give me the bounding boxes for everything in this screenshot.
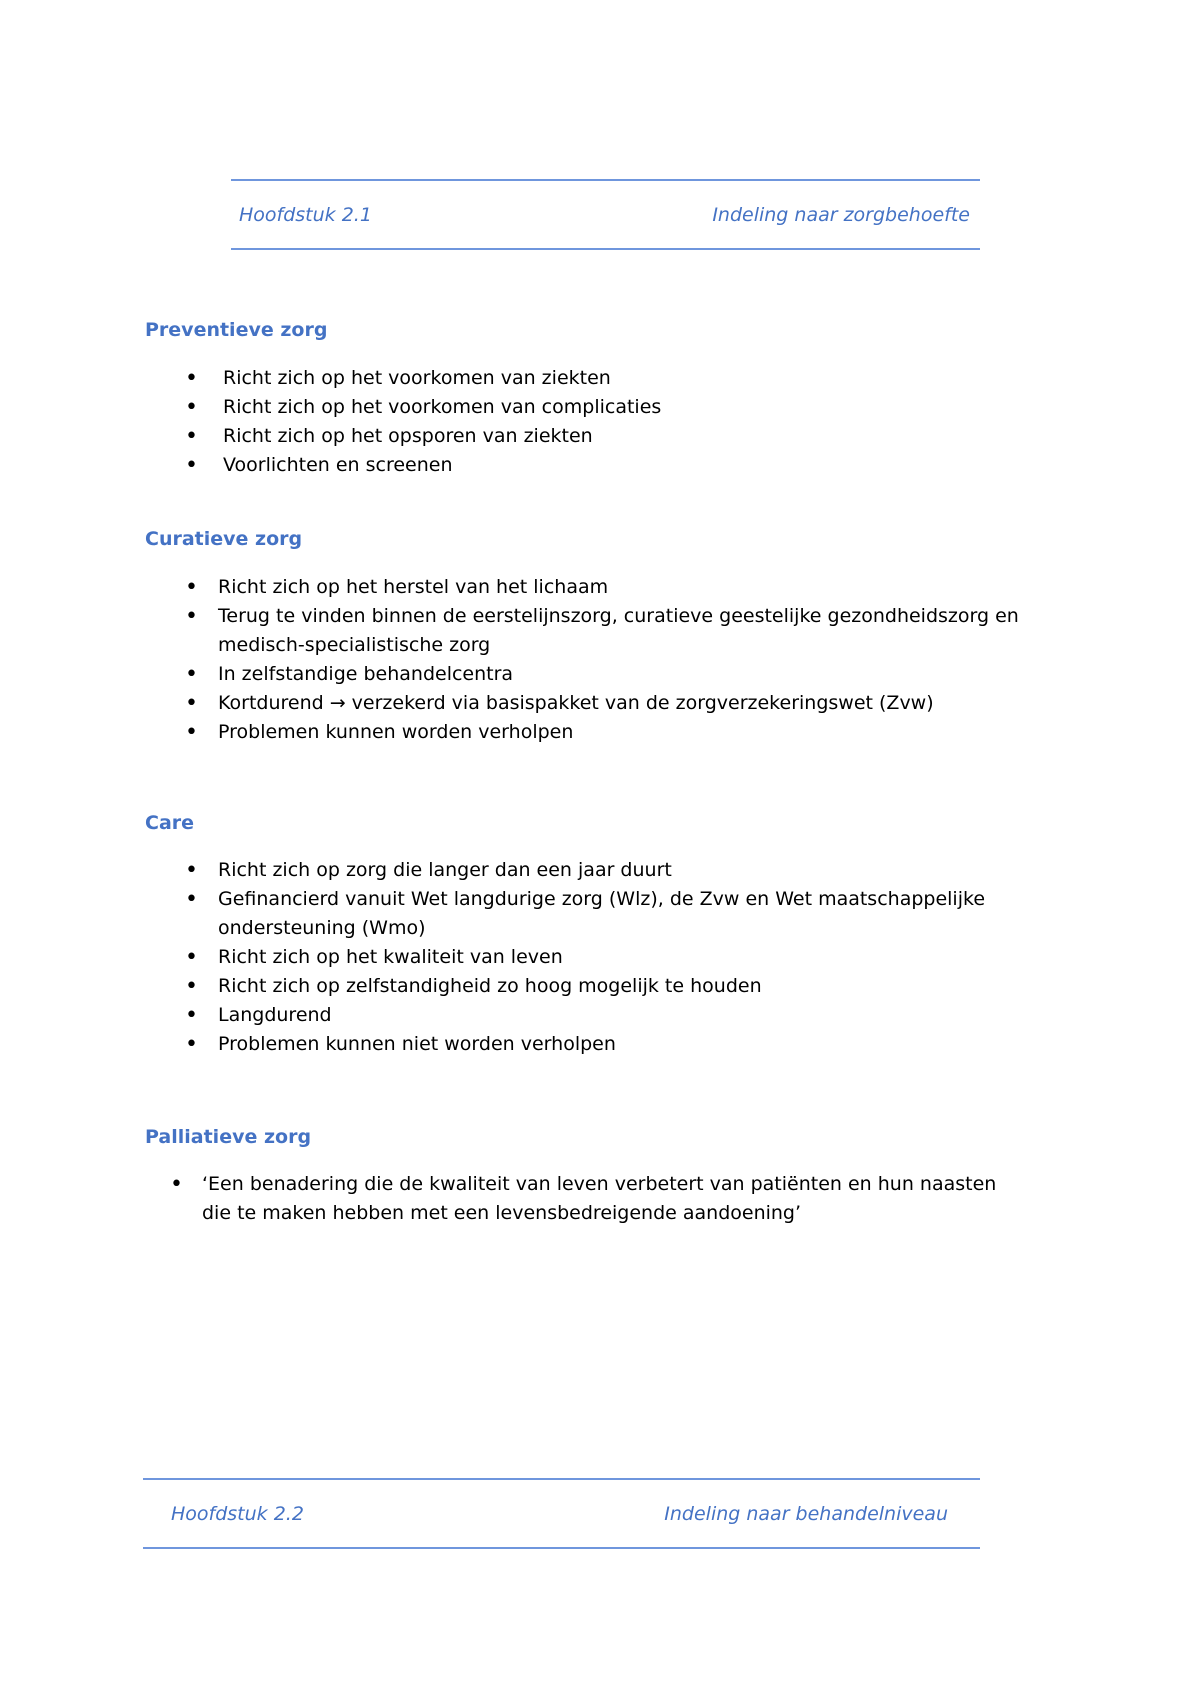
- list-item: • Langdurend: [185, 1001, 1005, 1030]
- section-title-palliatieve-zorg: Palliatieve zorg: [145, 1126, 312, 1148]
- list-item: • Richt zich op het voorkomen van complicaties: [185, 393, 1005, 422]
- list-item: • Richt zich op het voorkomen van ziekten: [185, 364, 1005, 393]
- chapter-header-2-1: [231, 179, 980, 250]
- list-item: • Richt zich op het opsporen van ziekten: [185, 422, 1005, 451]
- list-care: [185, 856, 1005, 1059]
- list-item: • ‘Een benadering die de kwaliteit van leven verbetert van patiënten en hun naasten die te maken hebben met een levensbedreigende aandoening’: [170, 1170, 1020, 1228]
- section-title-curatieve-zorg: Curatieve zorg: [145, 528, 303, 550]
- list-item: • Voorlichten en screenen: [185, 451, 1005, 480]
- list-item: • Richt zich op het herstel van het lichaam: [185, 573, 1065, 602]
- list-item: • Terug te vinden binnen de eerstelijnszorg, curatieve geestelijke gezondheidszorg en medisch-specialistische zorg: [185, 602, 1065, 660]
- list-curatieve-zorg: [185, 573, 1065, 747]
- list-item: • Richt zich op zelfstandigheid zo hoog mogelijk te houden: [185, 972, 1005, 1001]
- list-item: • In zelfstandige behandelcentra: [185, 660, 1065, 689]
- list-palliatieve-zorg: [170, 1170, 1020, 1228]
- section-title-preventieve-zorg: Preventieve zorg: [145, 319, 328, 341]
- list-item: • Richt zich op het kwaliteit van leven: [185, 943, 1005, 972]
- list-item: • Kortdurend → verzekerd via basispakket van de zorgverzekeringswet (Zvw): [185, 689, 1065, 718]
- list-item: • Gefinancierd vanuit Wet langdurige zorg (Wlz), de Zvw en Wet maatschappelijke ondersteuning (Wmo): [185, 885, 1005, 943]
- chapter-title: Indeling naar zorgbehoefte: [712, 203, 970, 226]
- list-item: • Richt zich op zorg die langer dan een jaar duurt: [185, 856, 1005, 885]
- chapter-number: Hoofdstuk 2.1: [239, 203, 372, 226]
- chapter-title: Indeling naar behandelniveau: [664, 1502, 948, 1525]
- chapter-number: Hoofdstuk 2.2: [171, 1502, 304, 1525]
- chapter-header-2-2: [143, 1478, 980, 1549]
- list-preventieve-zorg: [185, 364, 1005, 480]
- list-item: • Problemen kunnen worden verholpen: [185, 718, 1065, 747]
- list-item: • Problemen kunnen niet worden verholpen: [185, 1030, 1005, 1059]
- section-title-care: Care: [145, 812, 195, 834]
